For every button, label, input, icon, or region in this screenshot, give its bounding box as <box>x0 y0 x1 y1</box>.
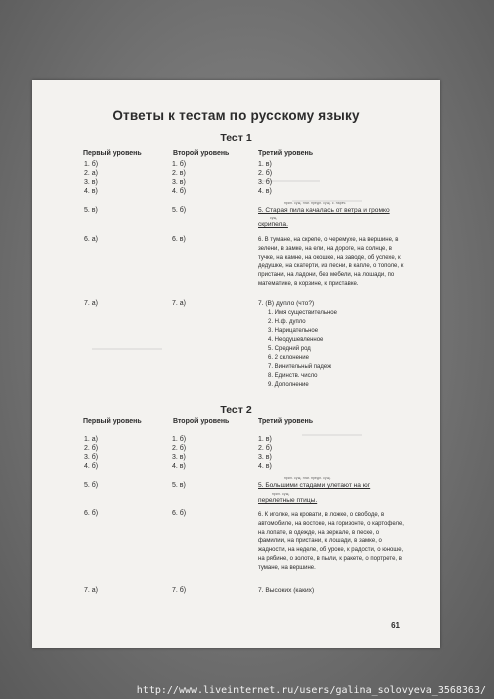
test1-q7-item: 7. Винительный падеж <box>268 364 332 370</box>
test2-col1-answer: 6. б) <box>84 510 99 517</box>
test1-q7-item: 8. Единств. число <box>268 373 318 379</box>
test2-col2-answer: 1. б) <box>172 436 187 443</box>
test1-col2-answer: 6. в) <box>172 236 186 243</box>
test2-col1-header: Первый уровень <box>83 418 142 425</box>
test2-col2-answer: 6. б) <box>172 510 187 517</box>
test1-q7-item: 9. Дополнение <box>268 382 309 388</box>
test1-q5-cont-annotation: сущ. <box>270 216 278 220</box>
footer-url[interactable]: http://www.liveinternet.ru/users/galina_solovyeva_3568363/ <box>136 685 486 696</box>
test2-col2-header: Второй уровень <box>173 418 230 425</box>
test1-q7-item: 2. Н.ф. дупло <box>268 319 306 325</box>
test1-q5-sentence: 5. Старая пила качалась от ветра и громко <box>258 207 390 214</box>
test1-q6-paragraph: 6. В тумане, на скрепе, о черемухе, на вершине, в зелени, в замке, на ели, на дороге, на солнце, в тучке, на камне, на окошке, на заводе, об успехе, к дедушке, на скатерти, из песни, в капле, о тополе, к пристани, на ладони, без мебели, на лошади, по математике, в корзине, к приставке. <box>258 237 404 287</box>
page-title: Ответы к тестам по русскому языку <box>112 108 360 123</box>
test1-col1-header: Первый уровень <box>83 150 142 157</box>
test1-col2-answer: 2. в) <box>172 170 186 177</box>
test1-col3-answer: 2. б) <box>258 170 273 177</box>
test1-heading: Тест 1 <box>220 132 252 144</box>
test2-col1-answer: 4. б) <box>84 463 99 470</box>
test1-col2-answer: 7. а) <box>172 300 187 307</box>
bleed-through-mark <box>302 434 362 436</box>
test2-col2-answer: 3. в) <box>172 454 186 461</box>
test1-col1-answer: 3. в) <box>84 179 98 186</box>
test2-q5-cont-annotation: прил. сущ. <box>272 492 290 496</box>
page-number: 61 <box>391 621 400 630</box>
test1-col2-answer: 1. б) <box>172 161 187 168</box>
test1-col3-answer: 3. б) <box>258 179 273 186</box>
test1-col1-answer: 5. в) <box>84 207 98 214</box>
test1-col2-header: Второй уровень <box>173 150 230 157</box>
test1-col1-answer: 1. б) <box>84 161 99 168</box>
test2-col2-answer: 2. б) <box>172 445 187 452</box>
test1-col2-answer: 4. б) <box>172 188 187 195</box>
test1-q5-annotations: прил. сущ. глаг. предл. сущ. с. нареч. <box>284 201 347 205</box>
test1-col1-answer: 4. в) <box>84 188 98 195</box>
test2-col1-answer: 1. а) <box>84 436 99 443</box>
test1-q7-item: 4. Неодушевленное <box>268 337 324 343</box>
test1-col3-answer: 4. в) <box>258 188 272 195</box>
test2-col1-answer: 7. а) <box>84 587 99 594</box>
test1-col3-answer: 1. в) <box>258 161 272 168</box>
test2-col2-answer: 4. в) <box>172 463 186 470</box>
test2-col3-header: Третий уровень <box>258 418 314 425</box>
test1-col1-answer: 2. а) <box>84 170 99 177</box>
test2-col3-answer: 2. б) <box>258 445 273 452</box>
test2-col1-answer: 5. б) <box>84 482 99 489</box>
test2-col2-answer: 5. в) <box>172 482 186 489</box>
test2-q5-annotations: прил. сущ. глаг. предл. сущ. <box>284 476 331 480</box>
test1-q7-intro: 7. (В) дупло (что?) <box>258 300 315 307</box>
test1-col2-answer: 3. в) <box>172 179 186 186</box>
test2-col1-answer: 2. б) <box>84 445 99 452</box>
test1-q7-item: 5. Средний род <box>268 346 311 352</box>
test2-q6-paragraph: 6. К иголке, на кровати, в ложке, о свободе, в автомобиле, на востоке, на горизонте, о картофеле, на лопате, в одежде, на зеркале, в песке, о фамилии, на пристани, к лошади, в замке, о жадности, на неделе, об уроке, к радости, о юноше, на рябине, о золоте, в пыли, к ракете, о портрете, в тумане, на вершине. <box>258 512 404 571</box>
test2-q5-cont: перелетные птицы. <box>258 497 318 504</box>
test1-col1-answer: 7. а) <box>84 300 99 307</box>
book-page <box>32 80 440 648</box>
bleed-through-mark <box>92 348 162 350</box>
test1-col1-answer: 6. а) <box>84 236 99 243</box>
test2-col3-answer: 4. в) <box>258 463 272 470</box>
test2-heading: Тест 2 <box>220 404 252 416</box>
test1-q7-item: 3. Нарицательное <box>268 328 319 334</box>
test1-q7-item: 1. Имя существительное <box>268 310 337 316</box>
test2-q7: 7. Высоких (каких) <box>258 587 315 594</box>
test2-col3-answer: 1. в) <box>258 436 272 443</box>
test2-col3-answer: 3. в) <box>258 454 272 461</box>
test1-col2-answer: 5. б) <box>172 207 187 214</box>
test1-q5-cont: скрипела. <box>258 221 288 228</box>
test2-q5-sentence: 5. Большими стадами улетают на юг <box>258 482 371 489</box>
test1-q7-item: 6. 2 склонение <box>268 355 309 361</box>
test2-col1-answer: 3. б) <box>84 454 99 461</box>
test2-col2-answer: 7. б) <box>172 587 187 594</box>
test1-col3-header: Третий уровень <box>258 150 314 157</box>
